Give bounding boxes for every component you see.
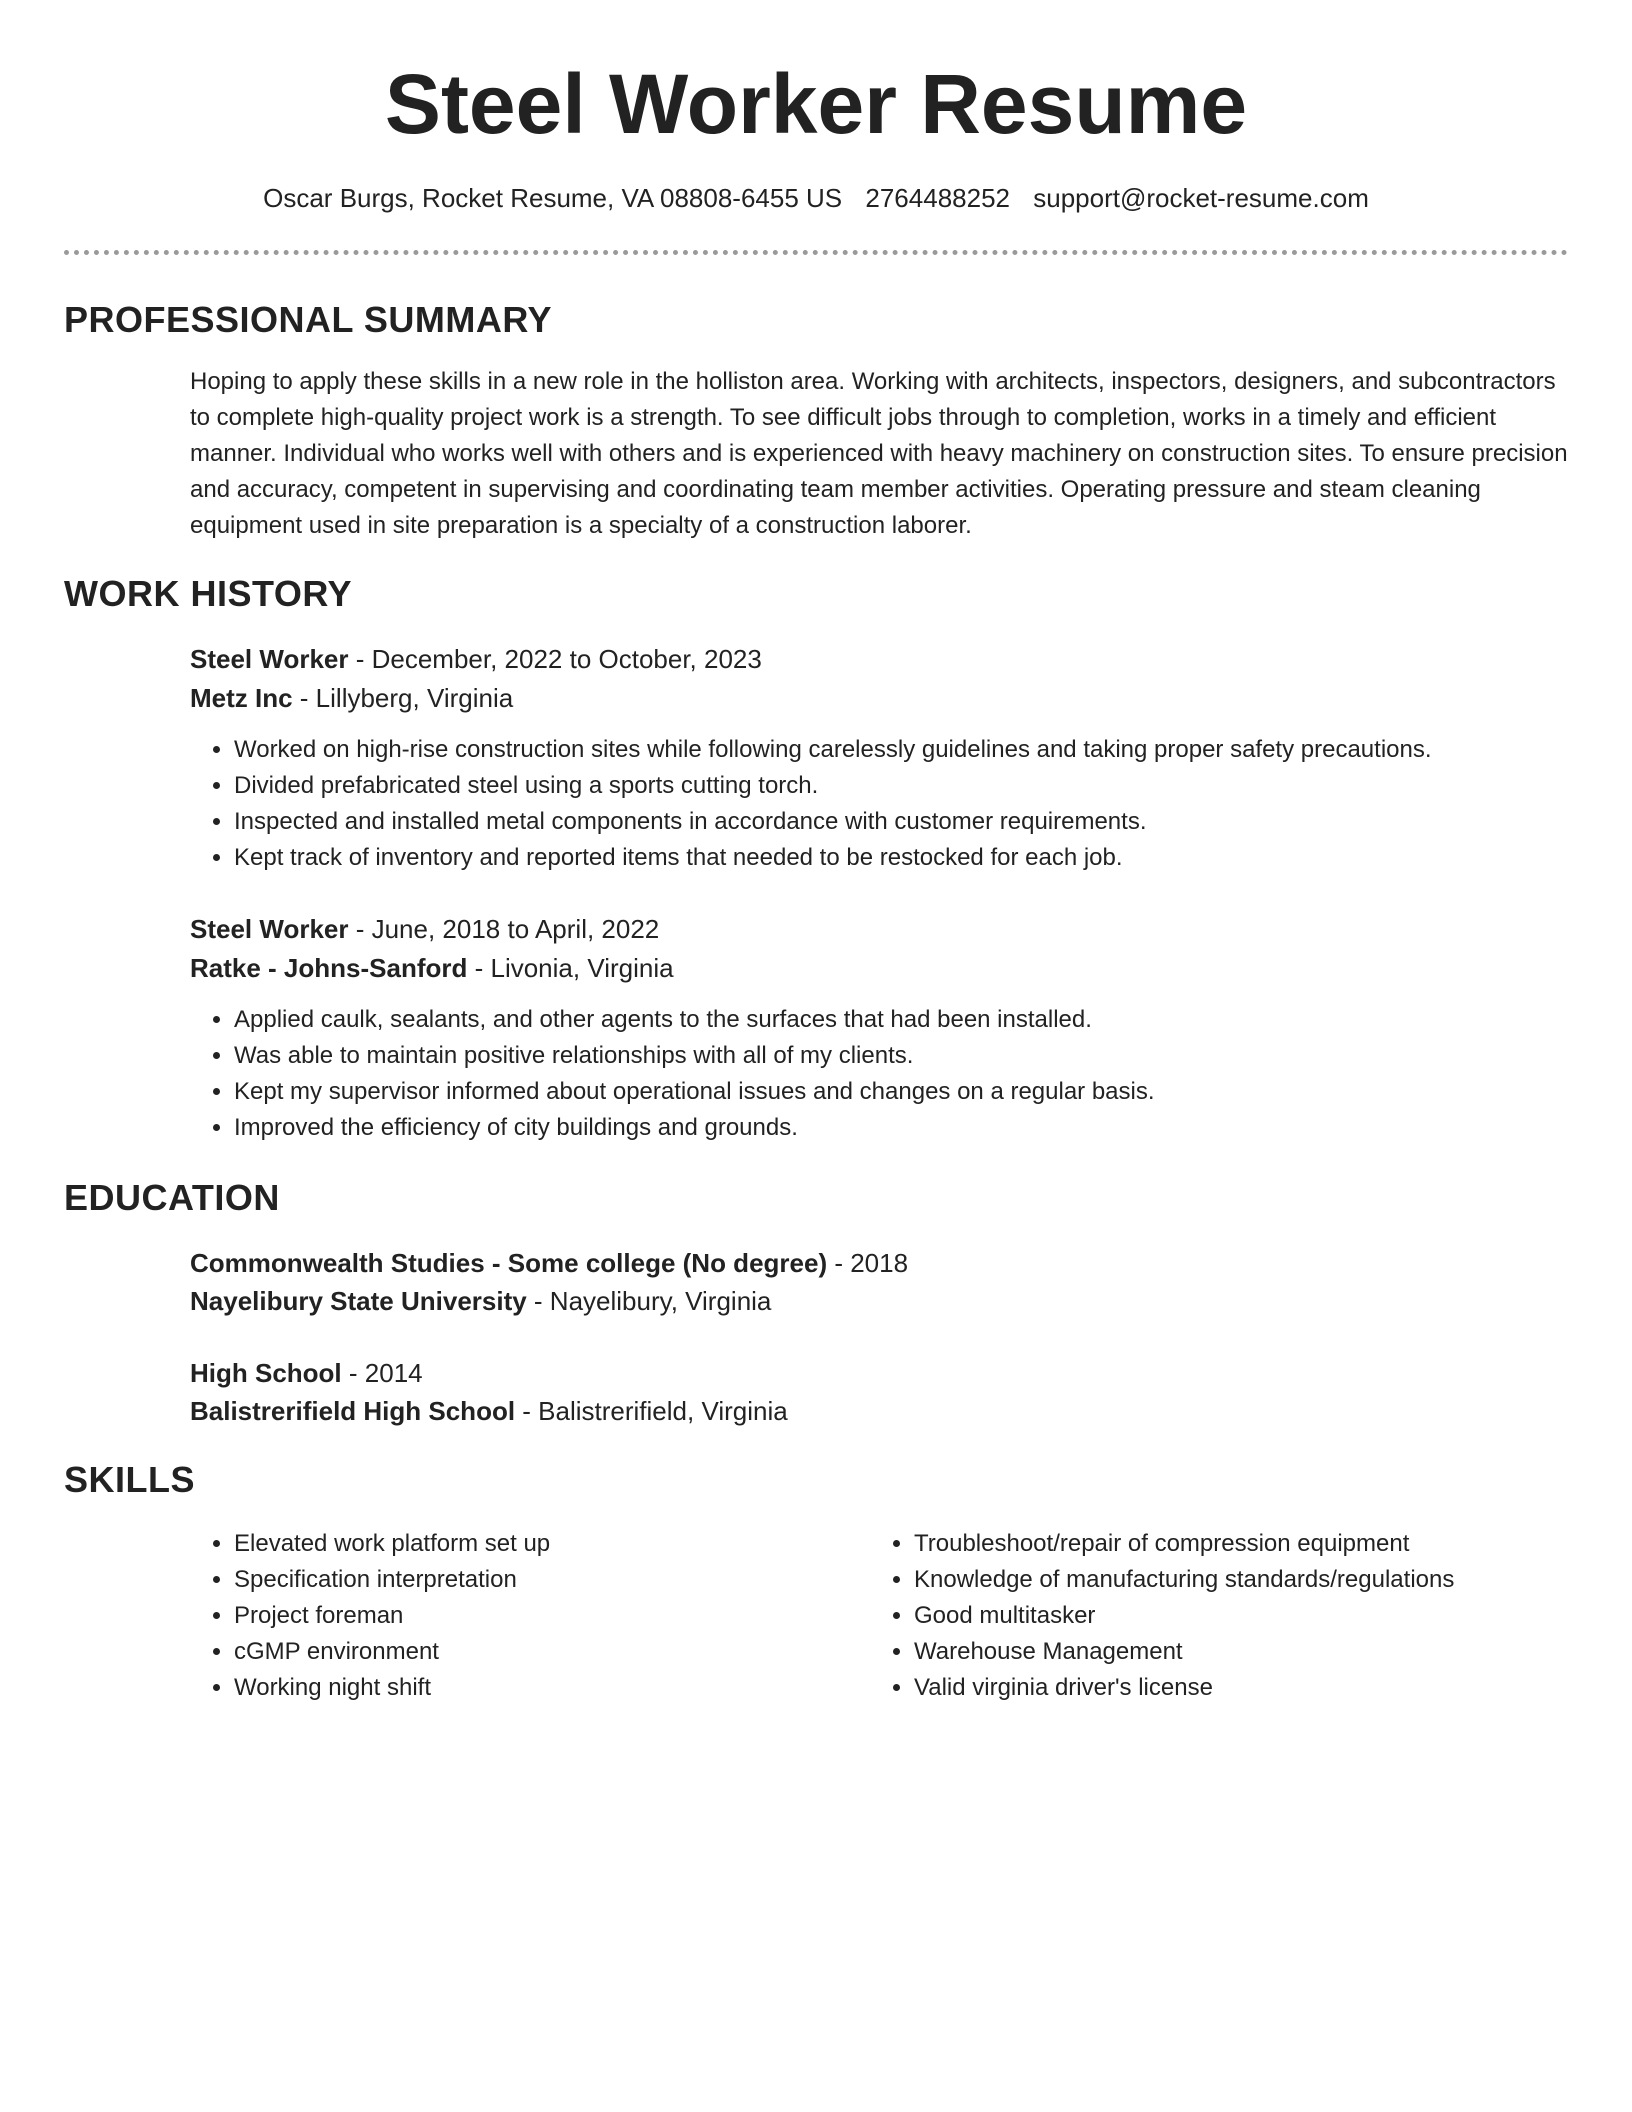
education-2-location: - Balistrerifield, Virginia bbox=[515, 1396, 788, 1426]
list-item: • Warehouse Management bbox=[914, 1634, 1454, 1670]
contact-line bbox=[64, 180, 1568, 216]
education-1-school: Nayelibury State University bbox=[190, 1286, 527, 1316]
list-item: • Elevated work platform set up bbox=[234, 1526, 550, 1562]
education-1-location: - Nayelibury, Virginia bbox=[526, 1286, 772, 1316]
list-item: • Valid virginia driver's license bbox=[914, 1670, 1454, 1706]
skills-list-left bbox=[190, 1526, 550, 1706]
job-1-title: Steel Worker bbox=[190, 644, 349, 674]
header-divider bbox=[64, 250, 1568, 255]
job-2-bullets bbox=[190, 1002, 1155, 1146]
job-1-dates: - December, 2022 to October, 2023 bbox=[348, 644, 762, 674]
job-2-title: Steel Worker bbox=[190, 914, 349, 944]
contact-phone: 2764488252 bbox=[865, 183, 1010, 213]
job-1-title-line bbox=[190, 640, 762, 678]
job-1-company: Metz Inc bbox=[190, 683, 293, 713]
job-1-bullets bbox=[190, 732, 1432, 876]
job-2-company: Ratke - Johns-Sanford bbox=[190, 953, 468, 983]
list-item: • Good multitasker bbox=[914, 1598, 1454, 1634]
list-item: • Was able to maintain positive relationships with all of my clients. bbox=[234, 1038, 1155, 1074]
list-item: • Worked on high-rise construction sites while following carelessly guidelines and taking proper safety precautions. bbox=[234, 732, 1432, 768]
education-1-degree-line bbox=[190, 1244, 908, 1282]
list-item: • Kept my supervisor informed about operational issues and changes on a regular basis. bbox=[234, 1074, 1155, 1110]
education-1-degree: Commonwealth Studies - Some college (No degree) bbox=[190, 1248, 828, 1278]
skills-list-right bbox=[870, 1526, 1454, 1706]
summary-heading: PROFESSIONAL SUMMARY bbox=[64, 299, 553, 340]
list-item: • Project foreman bbox=[234, 1598, 550, 1634]
list-item: • Knowledge of manufacturing standards/regulations bbox=[914, 1562, 1454, 1598]
skills-heading: SKILLS bbox=[64, 1459, 196, 1500]
education-2-school-line bbox=[190, 1392, 788, 1430]
list-item: • Inspected and installed metal components in accordance with customer requirements. bbox=[234, 804, 1432, 840]
education-2-year: - 2014 bbox=[341, 1358, 423, 1388]
education-heading: EDUCATION bbox=[64, 1177, 280, 1218]
list-item: • Kept track of inventory and reported items that needed to be restocked for each job. bbox=[234, 840, 1432, 876]
education-2-degree-line bbox=[190, 1354, 423, 1392]
resume-title: Steel Worker Resume bbox=[384, 57, 1248, 151]
education-2-school: Balistrerifield High School bbox=[190, 1396, 516, 1426]
list-item: • Applied caulk, sealants, and other agents to the surfaces that had been installed. bbox=[234, 1002, 1155, 1038]
list-item: • Working night shift bbox=[234, 1670, 550, 1706]
education-2-degree: High School bbox=[190, 1358, 342, 1388]
contact-address: Oscar Burgs, Rocket Resume, VA 08808-6455 US bbox=[263, 183, 843, 213]
work-history-heading: WORK HISTORY bbox=[64, 573, 353, 614]
list-item: • Specification interpretation bbox=[234, 1562, 550, 1598]
list-item: • cGMP environment bbox=[234, 1634, 550, 1670]
education-1-year: - 2018 bbox=[827, 1248, 909, 1278]
education-1-school-line bbox=[190, 1282, 771, 1320]
job-2-title-line bbox=[190, 910, 659, 948]
list-item: • Divided prefabricated steel using a sports cutting torch. bbox=[234, 768, 1432, 804]
job-2-company-line bbox=[190, 949, 674, 987]
contact-email: support@rocket-resume.com bbox=[1033, 183, 1369, 213]
job-1-company-line bbox=[190, 679, 513, 717]
job-2-location: - Livonia, Virginia bbox=[467, 953, 674, 983]
list-item: • Improved the efficiency of city buildings and grounds. bbox=[234, 1110, 1155, 1146]
summary-text: Hoping to apply these skills in a new role in the holliston area. Working with architects, inspectors, designers, and subcontractors to complete high-quality project work is a strength. To see difficult jobs through to completion, works in a timely and efficient manner. Individual who works well with others and is experienced with heavy machinery on construction sites. To ensure precision and accuracy, competent in supervising and coordinating team member activities. Operating pressure and steam cleaning equipment used in site preparation is a specialty of a construction laborer. bbox=[190, 368, 1568, 539]
list-item: • Troubleshoot/repair of compression equipment bbox=[914, 1526, 1454, 1562]
job-2-dates: - June, 2018 to April, 2022 bbox=[348, 914, 660, 944]
job-1-location: - Lillyberg, Virginia bbox=[292, 683, 514, 713]
